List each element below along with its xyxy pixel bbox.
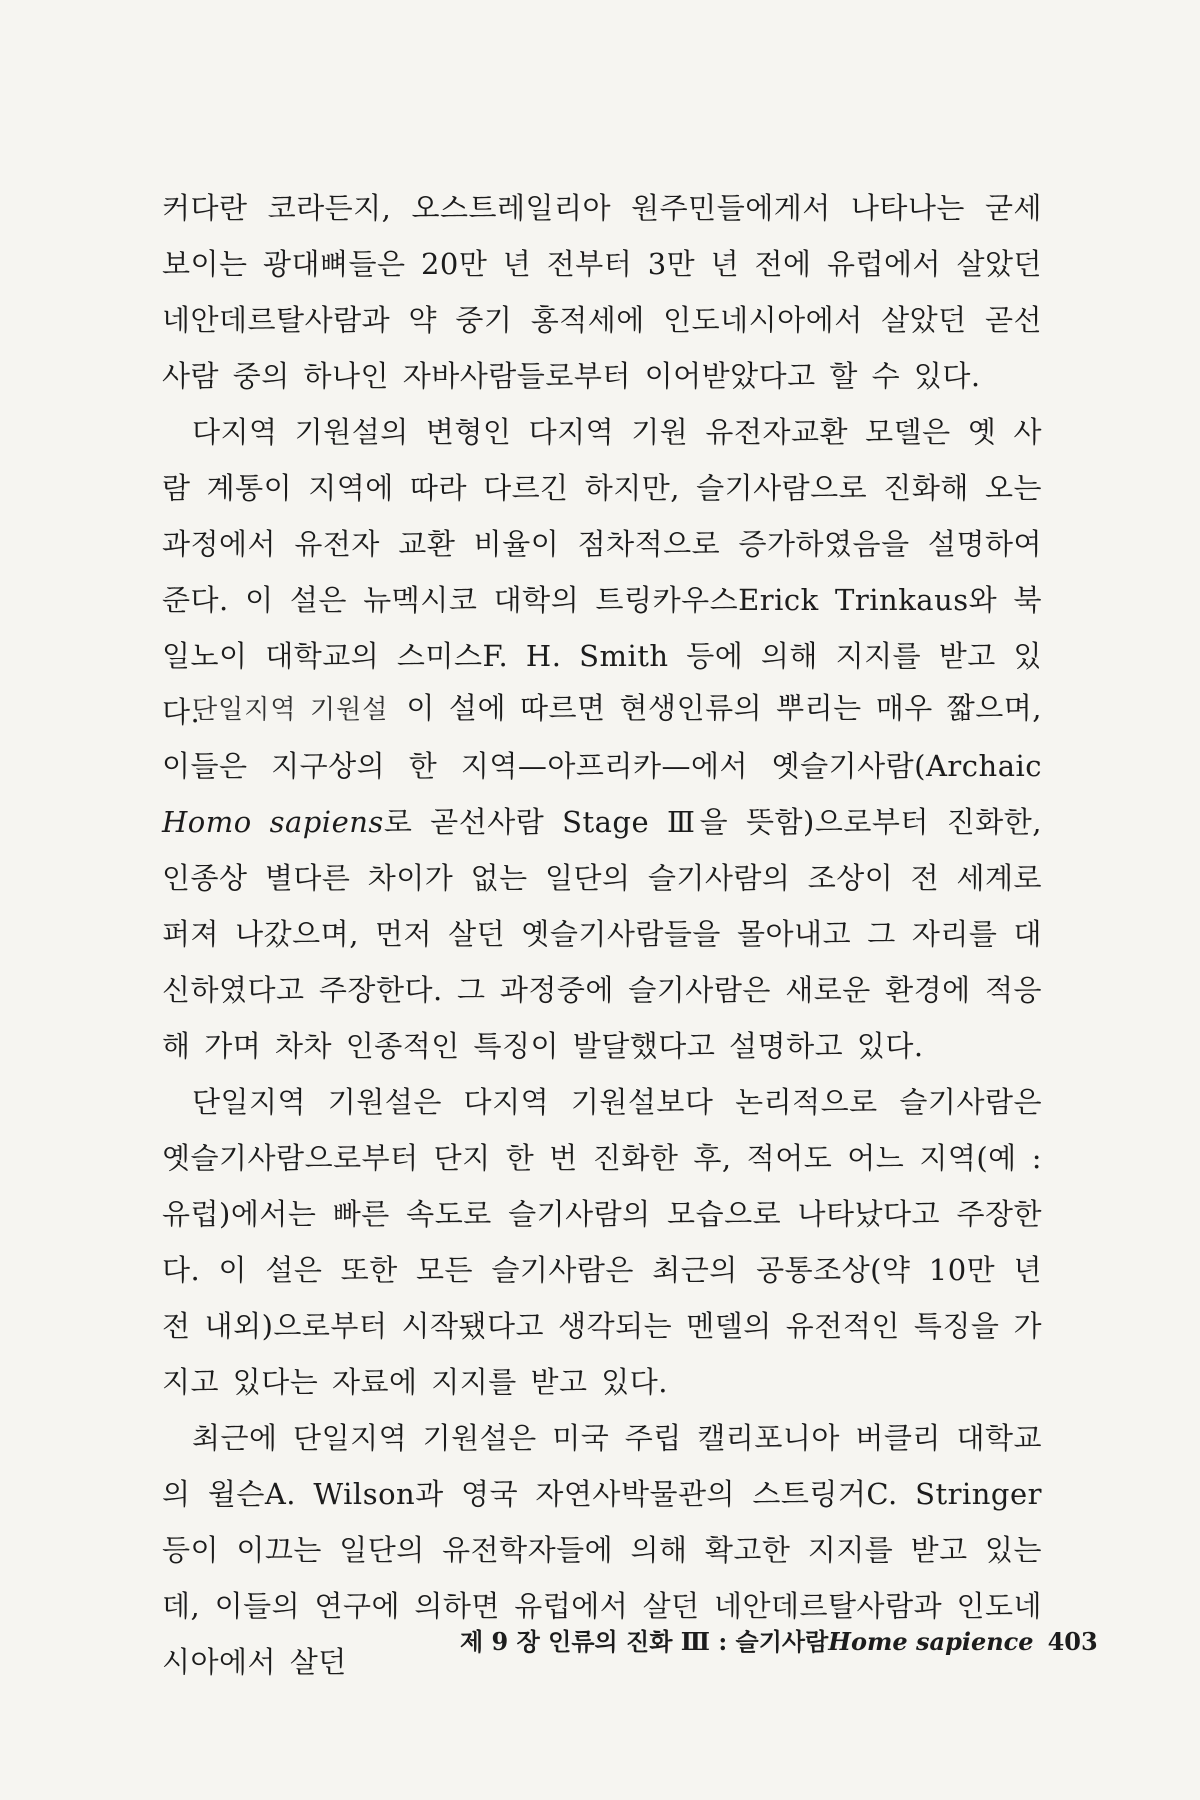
paragraph-4 bbox=[162, 1074, 1042, 1410]
paragraph-5-text: 최근에 단일지역 기원설은 미국 주립 캘리포니아 버클리 대학교의 윌슨A. Wilson과 영국 자연사박물관의 스트링거C. Stringer 등이 이끄는 일단의 유전학자들에 의해 확고한 지지를 받고 있는데, 이들의 연구에 의하면 유럽에서 살던 네안데르탈사람과 인도네시아에서 살던 bbox=[162, 1421, 1042, 1679]
text-block-upper bbox=[162, 180, 1042, 740]
paragraph-3-italic: Homo sapiens bbox=[162, 805, 384, 839]
section-heading: 단일지역 기원설 bbox=[192, 695, 389, 725]
paragraph-4-text: 단일지역 기원설은 다지역 기원설보다 논리적으로 슬기사람은 옛슬기사람으로부터 단지 한 번 진화한 후, 적어도 어느 지역(예 :유럽)에서는 빠른 속도로 슬기사람의 모습으로 나타났다고 주장한다. 이 설은 또한 모든 슬기사람은 최근의 공통조상(약 10만 년 전 내외)으로부터 시작됐다고 생각되는 멘델의 유전적인 특징을 가지고 있다는 자료에 지지를 받고 있다. bbox=[162, 1085, 1042, 1399]
running-footer bbox=[460, 1622, 1098, 1662]
paragraph-1-text: 커다란 코라든지, 오스트레일리아 원주민들에게서 나타나는 굳세 보이는 광대뼈들은 20만 년 전부터 3만 년 전에 유럽에서 살았던 네안데르탈사람과 약 중기 홍적세에 인도네시아에서 살았던 곧선사람 중의 하나인 자바사람들로부터 이어받았다고 할 수 있다. bbox=[162, 191, 1042, 393]
page-number: 403 bbox=[1047, 1627, 1098, 1656]
paragraph-3-text: 이 설에 따르면 현생인류의 뿌리는 매우 짧으며, 이들은 지구상의 한 지역—아프리카—에서 옛슬기사람(Archaic bbox=[162, 691, 1043, 783]
text-block-lower bbox=[162, 680, 1042, 1690]
paragraph-1 bbox=[162, 180, 1042, 404]
paragraph-3 bbox=[162, 680, 1042, 1074]
paragraph-2-text: 다지역 기원설의 변형인 다지역 기원 유전자교환 모델은 옛 사람 계통이 지역에 따라 다르긴 하지만, 슬기사람으로 진화해 오는 과정에서 유전자 교환 비율이 점차적으로 증가하였음을 설명하여 준다. 이 설은 뉴멕시코 대학의 트링카우스Erick Trinkaus와 북일노이 대학교의 스미스F. H. Smith 등에 의해 지지를 받고 있다. bbox=[162, 415, 1042, 729]
paragraph-3-text-after: 로 곧선사람 Stage Ⅲ을 뜻함)으로부터 진화한, 인종상 별다른 차이가 없는 일단의 슬기사람의 조상이 전 세계로 퍼져 나갔으며, 먼저 살던 옛슬기사람들을 몰아내고 그 자리를 대신하였다고 주장한다. 그 과정중에 슬기사람은 새로운 환경에 적응해 가며 차차 인종적인 특징이 발달했다고 설명하고 있다. bbox=[162, 805, 1042, 1063]
footer-chapter-title: 제 9 장 인류의 진화 Ⅲ : 슬기사람 bbox=[460, 1627, 829, 1656]
footer-italic-title: Home sapience bbox=[828, 1627, 1034, 1656]
